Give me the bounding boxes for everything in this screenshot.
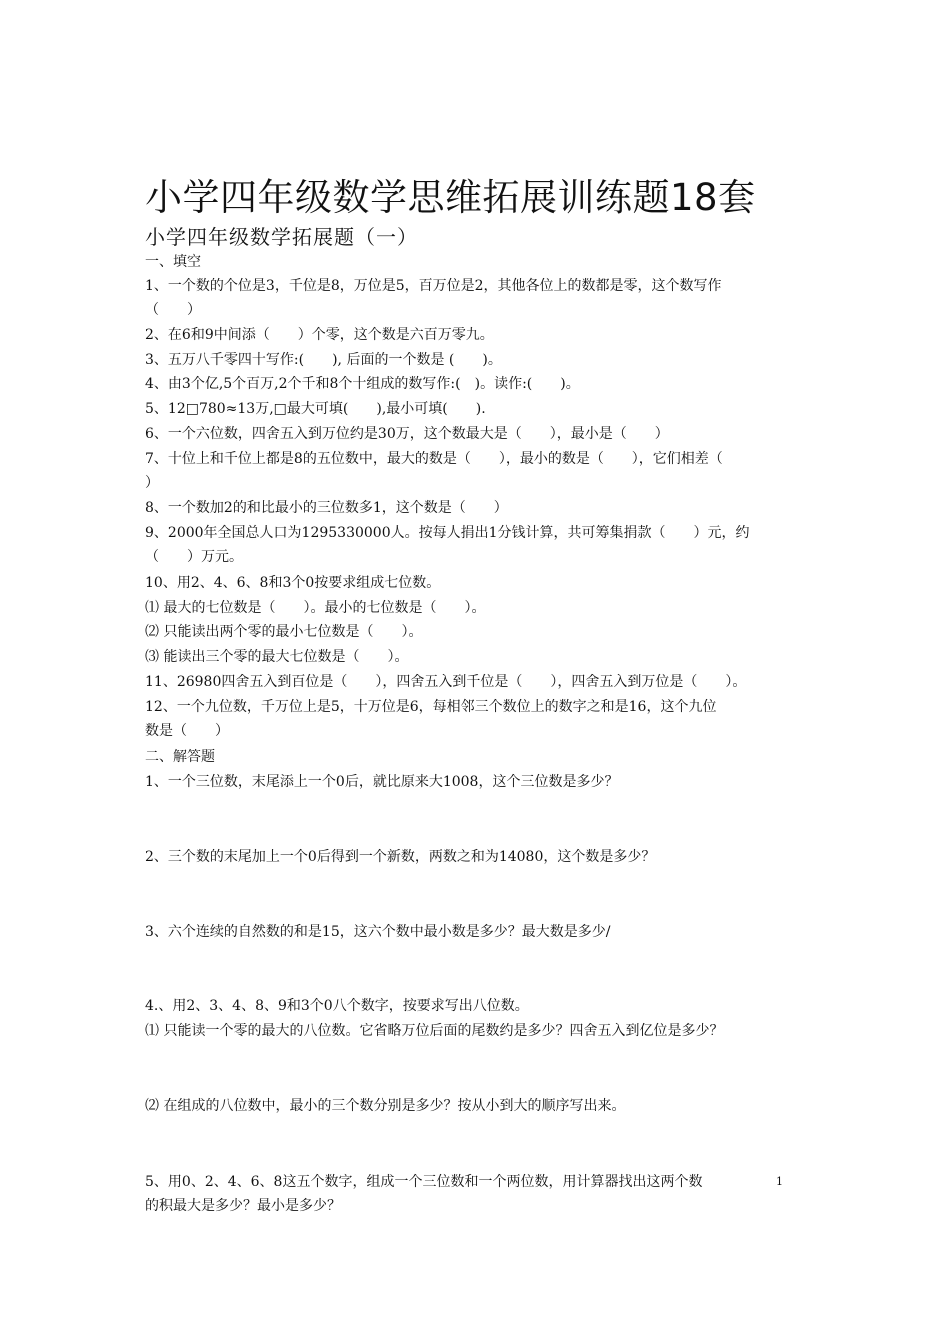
question-line: 11、26980四舍五入到百位是（ ），四舍五入到千位是（ ），四舍五入到万位是（ ）。 bbox=[145, 674, 747, 690]
question-line: 2、三个数的末尾加上一个0后得到一个新数，两数之和为14080，这个数是多少？ bbox=[145, 849, 656, 865]
question-line: ⑶ 能读出三个零的最大七位数是（ ）。 bbox=[145, 649, 409, 665]
question-line: 5、12□780≈13万,□最大可填( ),最小可填( ). bbox=[145, 401, 486, 417]
question-line: （ ）万元。 bbox=[145, 549, 243, 565]
question-line: 7、十位上和千位上都是8的五位数中，最大的数是（ ），最小的数是（ ），它们相差（ bbox=[145, 451, 723, 467]
question-line: 的积最大是多少？最小是多少？ bbox=[145, 1198, 341, 1214]
question-line: 1、一个数的个位是3，千位是8，万位是5，百万位是2，其他各位上的数都是零，这个数写作 bbox=[145, 278, 722, 294]
question-line: 数是（ ） bbox=[145, 723, 229, 739]
question-line: ⑵ 只能读出两个零的最小七位数是（ ）。 bbox=[145, 624, 423, 640]
question-line: 6、一个六位数，四舍五入到万位约是30万，这个数最大是（ ），最小是（ ） bbox=[145, 426, 669, 442]
question-line: ⑴ 只能读一个零的最大的八位数。它省略万位后面的尾数约是多少？四舍五入到亿位是多少？ bbox=[145, 1023, 724, 1039]
question-line: 10、用2、4、6、8和3个0按要求组成七位数。 bbox=[145, 575, 441, 591]
document-title: 小学四年级数学思维拓展训练题18套 bbox=[145, 176, 756, 219]
question-line: 12、一个九位数，千万位上是5，十万位是6，每相邻三个数位上的数字之和是16，这个九位 bbox=[145, 699, 717, 715]
question-line: 4.、用2、3、4、8、9和3个0八个数字，按要求写出八位数。 bbox=[145, 998, 529, 1014]
question-line: ⑴ 最大的七位数是（ ）。最小的七位数是（ ）。 bbox=[145, 600, 486, 616]
section-heading-fill-blank: 一、填空 bbox=[145, 254, 201, 270]
page-marker: 1 bbox=[776, 1175, 783, 1188]
question-line: 5、用0、2、4、6、8这五个数字，组成一个三位数和一个两位数，用计算器找出这两个数 bbox=[145, 1174, 703, 1190]
question-line: ⑵ 在组成的八位数中，最小的三个数分别是多少？按从小到大的顺序写出来。 bbox=[145, 1098, 626, 1114]
question-line: 3、五万八千零四十写作:( ), 后面的一个数是 ( )。 bbox=[145, 352, 502, 368]
question-line: 8、一个数加2的和比最小的三位数多1，这个数是（ ） bbox=[145, 500, 508, 516]
question-line: （ ） bbox=[145, 302, 201, 318]
section-heading-answers: 二、解答题 bbox=[145, 749, 215, 765]
question-line: 1、一个三位数，末尾添上一个0后，就比原来大1008，这个三位数是多少？ bbox=[145, 774, 619, 790]
question-line: 4、由3个亿,5个百万,2个千和8个十组成的数写作:( )。读作:( )。 bbox=[145, 376, 580, 392]
question-line: 3、六个连续的自然数的和是15，这六个数中最小数是多少？最大数是多少/ bbox=[145, 924, 611, 940]
section-subtitle: 小学四年级数学拓展题（一） bbox=[145, 225, 418, 249]
question-line: 2、在6和9中间添（ ）个零，这个数是六百万零九。 bbox=[145, 327, 494, 343]
question-line: 9、2000年全国总人口为1295330000人。按每人捐出1分钱计算，共可筹集捐款（ ）元，约 bbox=[145, 525, 750, 541]
question-line: ） bbox=[145, 475, 159, 491]
